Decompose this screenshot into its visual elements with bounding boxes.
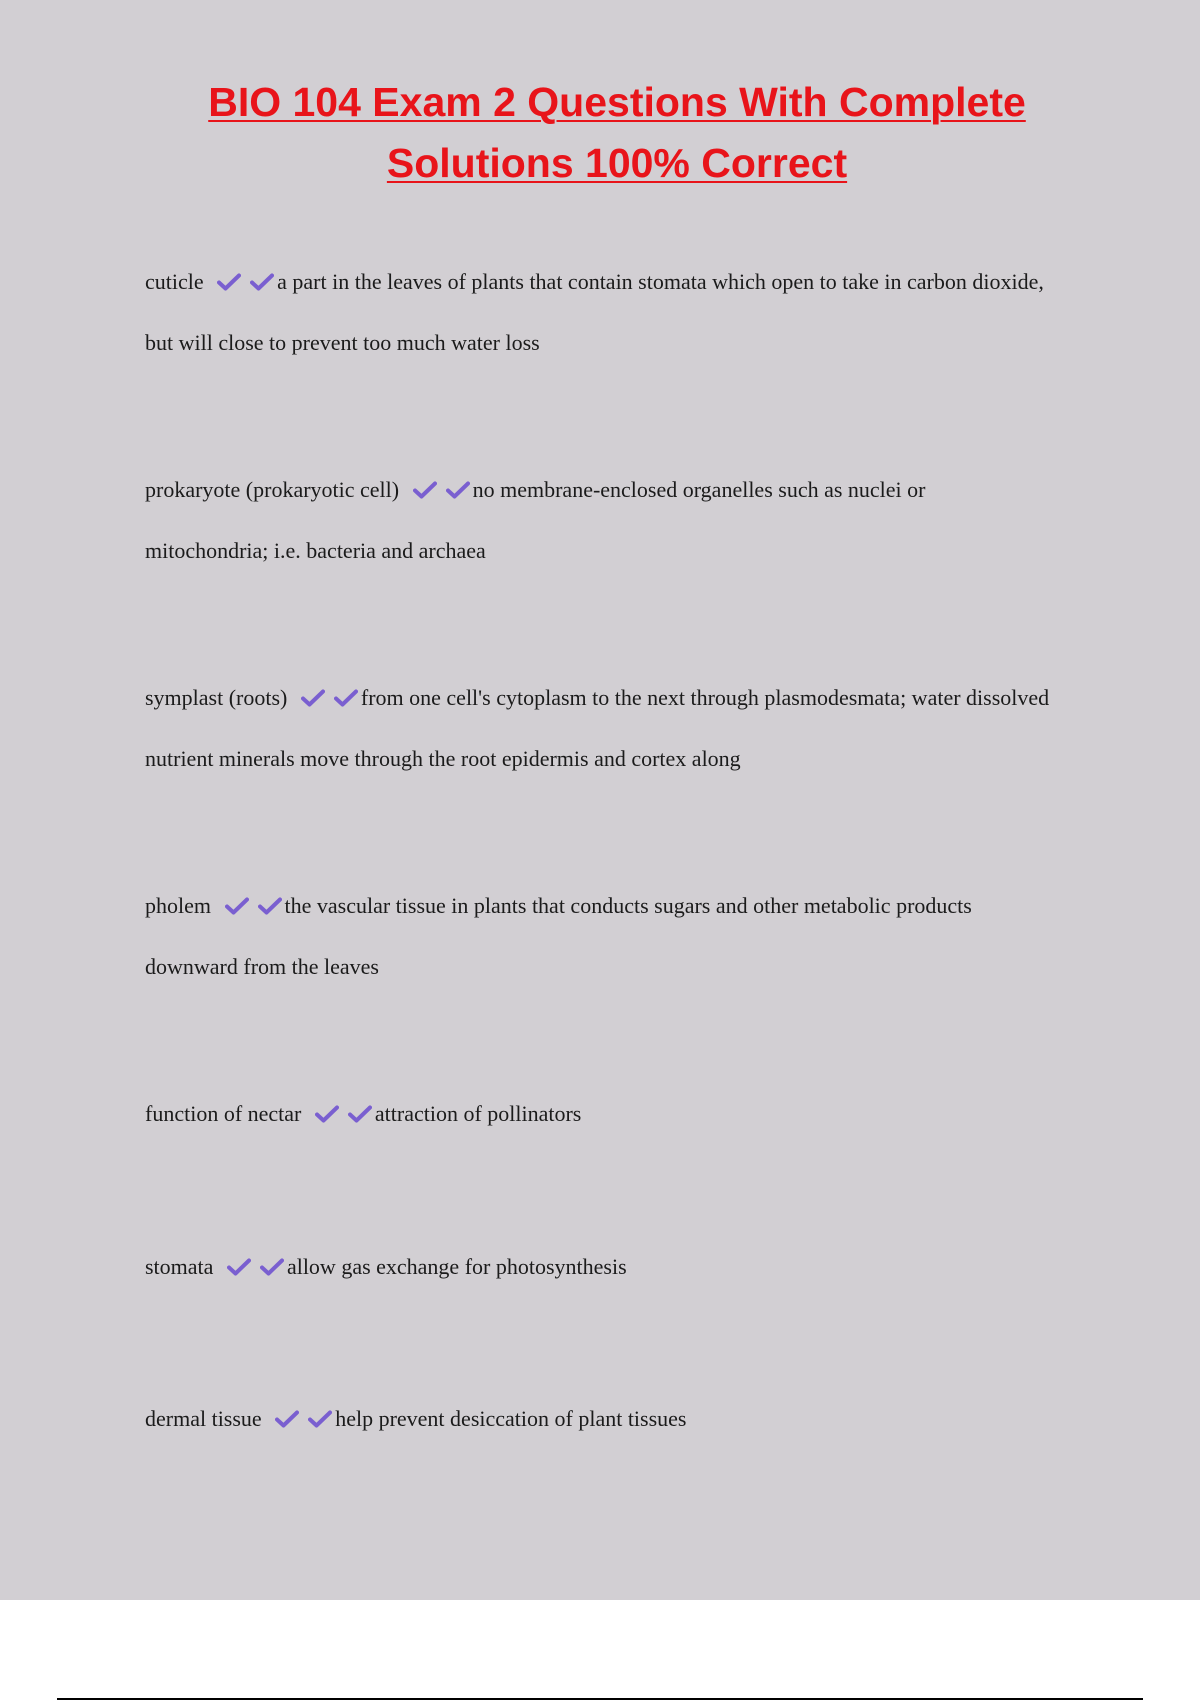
- qa-entry: [145, 459, 1050, 581]
- checkmark-icon: [225, 897, 249, 915]
- page-footer: [0, 1600, 1200, 1700]
- qa-entry: [145, 1388, 1050, 1449]
- entry-term: pholem: [145, 893, 211, 918]
- entry-term: dermal tissue: [145, 1406, 262, 1431]
- checkmark-icon: [217, 273, 241, 291]
- checkmark-icon: [446, 481, 470, 499]
- checkmark-icon: [301, 689, 325, 707]
- entry-definition: allow gas exchange for photosynthesis: [286, 1254, 627, 1279]
- qa-entry: [145, 875, 1050, 997]
- entry-definition: the vascular tissue in plants that conducts sugars and other metabolic products downward from the leaves: [145, 893, 972, 979]
- entry-definition: attraction of pollinators: [374, 1101, 582, 1126]
- entry-definition: help prevent desiccation of plant tissues: [335, 1406, 687, 1431]
- entry-definition: a part in the leaves of plants that contain stomata which open to take in carbon dioxide, but will close to prevent too much water loss: [145, 269, 1044, 355]
- entry-term: symplast (roots): [145, 685, 288, 710]
- qa-entry: [145, 251, 1050, 373]
- entry-term: function of nectar: [145, 1101, 302, 1126]
- checkmark-icon: [334, 689, 358, 707]
- entry-term: stomata: [145, 1254, 214, 1279]
- document-title: [0, 72, 1200, 194]
- checkmark-icon: [275, 1410, 299, 1428]
- checkmark-icon: [250, 273, 274, 291]
- checkmark-icon: [348, 1105, 372, 1123]
- checkmark-icon: [227, 1258, 251, 1276]
- checkmark-icon: [413, 481, 437, 499]
- checkmark-icon: [258, 897, 282, 915]
- entry-definition: no membrane-enclosed organelles such as nuclei or mitochondria; i.e. bacteria and archaea: [145, 477, 926, 563]
- qa-entry: [145, 667, 1050, 789]
- entry-term: cuticle: [145, 269, 204, 294]
- title-line-2: Solutions 100% Correct: [386, 140, 848, 186]
- checkmark-icon: [260, 1258, 284, 1276]
- entry-definition: from one cell's cytoplasm to the next through plasmodesmata; water dissolved nutrient minerals move through the root epidermis and cortex along: [145, 685, 1050, 771]
- checkmark-icon: [315, 1105, 339, 1123]
- qa-entry: [145, 1083, 1050, 1144]
- title-line-1: BIO 104 Exam 2 Questions With Complete: [208, 79, 1026, 125]
- qa-entry: [145, 1236, 1050, 1297]
- checkmark-icon: [308, 1410, 332, 1428]
- entry-term: prokaryote (prokaryotic cell): [145, 477, 400, 502]
